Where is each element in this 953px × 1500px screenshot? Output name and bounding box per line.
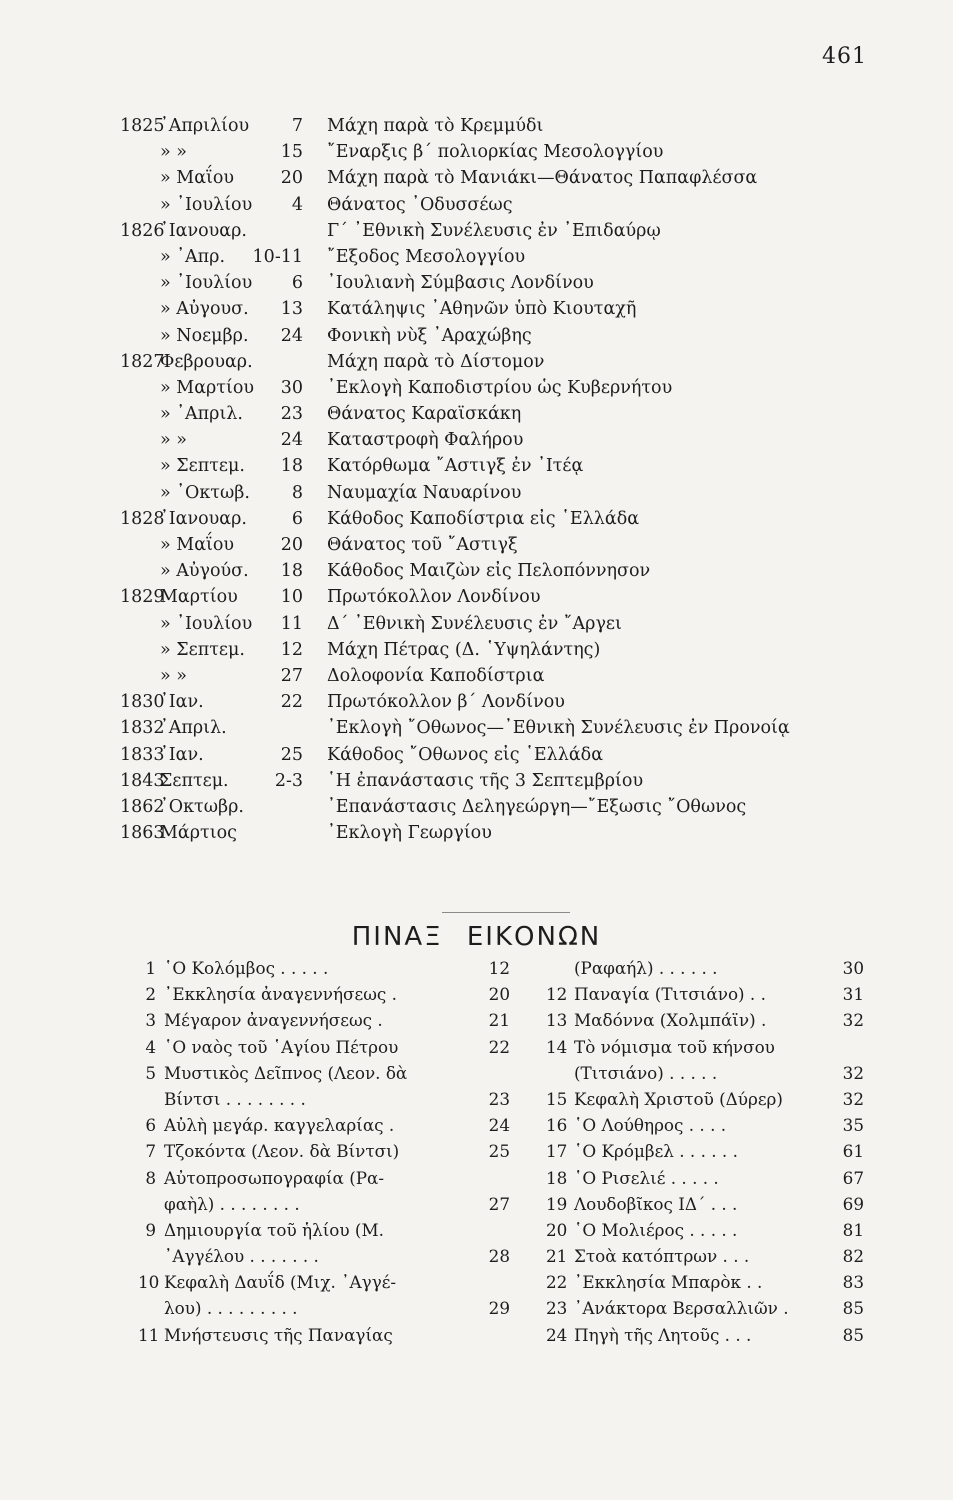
index-entry <box>546 1220 864 1246</box>
chronology-event: ᾿Εκλογὴ Καποδιστρίου ὡς Κυβερνήτου <box>327 377 673 398</box>
index-entry-page: 22 <box>488 1036 510 1057</box>
chronology-event: Θάνατος ᾿Οδυσσέως <box>327 194 513 215</box>
index-entry <box>138 1037 510 1063</box>
chronology-month: ᾿Ιαν. <box>160 692 204 713</box>
chronology-day: 11 <box>280 613 303 634</box>
chronology-year: 1825 <box>120 116 165 136</box>
index-entry <box>138 1325 510 1351</box>
index-entry-page: 81 <box>842 1219 864 1240</box>
index-entry-page: 31 <box>842 984 864 1005</box>
chronology-month: ᾿Οκτωβρ. <box>160 796 244 817</box>
index-entry-title: Παναγία (Τιτσιάνο) . . <box>574 984 766 1005</box>
chronology-month: Μαρτίου <box>160 587 238 608</box>
chronology-month: » » <box>160 430 187 451</box>
index-entry-number: 12 <box>546 984 568 1005</box>
index-entry-page: 27 <box>488 1193 510 1214</box>
chronology-row <box>0 561 953 587</box>
chronology-day: 20 <box>280 168 303 189</box>
index-entry <box>546 1246 864 1272</box>
chronology-year: 1863 <box>120 823 165 844</box>
chronology-row <box>0 823 953 849</box>
chronology-list <box>0 116 953 849</box>
index-entry-title: ῾Ο Λούθηρος . . . . <box>574 1115 727 1136</box>
index-entry-page: 32 <box>842 1010 864 1031</box>
chronology-row <box>0 666 953 692</box>
index-entry <box>546 1272 864 1298</box>
chronology-day: 24 <box>280 325 303 346</box>
chronology-row <box>0 273 953 299</box>
chronology-day: 4 <box>291 194 303 215</box>
index-entry-title: Μέγαρον ἀναγεννήσεως . <box>164 1010 383 1031</box>
index-entry-number: 9 <box>145 1219 156 1240</box>
chronology-event: Μάχη παρὰ τὸ Μανιάκι—Θάνατος Παπαφλέσσα <box>327 168 758 189</box>
chronology-event: ᾿Εκλογὴ ῎Οθωνος—᾿Εθνικὴ Συνέλευσις ἐν Προνοίᾳ <box>327 718 790 739</box>
chronology-event: ῎Εξοδος Μεσολογγίου <box>327 246 526 267</box>
chronology-day: 22 <box>280 692 303 713</box>
index-entry <box>546 1010 864 1036</box>
chronology-row <box>0 247 953 273</box>
chronology-year: 1829 <box>120 587 165 608</box>
index-entry-number: 10 <box>138 1272 160 1293</box>
index-entry-page: 32 <box>842 1088 864 1109</box>
index-entry-page: 30 <box>842 958 864 978</box>
index-entry-page: 67 <box>842 1167 864 1188</box>
index-entry-number: 5 <box>145 1062 156 1083</box>
index-entry <box>138 1194 510 1220</box>
index-entry-title: ᾿Εκκλησία Μπαρὸκ . . <box>574 1272 763 1293</box>
chronology-day: 27 <box>280 665 303 686</box>
index-entry <box>546 1037 864 1063</box>
chronology-row <box>0 640 953 666</box>
index-entry <box>546 1089 864 1115</box>
index-entry <box>138 958 510 984</box>
index-entry <box>138 1272 510 1298</box>
chronology-day: 15 <box>280 142 303 163</box>
index-entry-number: 1 <box>145 958 156 978</box>
chronology-year: 1826 <box>120 220 165 241</box>
index-entry <box>138 984 510 1010</box>
index-entry-title: Στοὰ κατόπτρων . . . <box>574 1246 750 1267</box>
chronology-row <box>0 509 953 535</box>
index-entry-number: 21 <box>546 1246 568 1267</box>
chronology-row <box>0 195 953 221</box>
chronology-event: Θάνατος τοῦ ῎Αστιγξ <box>327 535 518 555</box>
chronology-month: » » <box>160 665 187 686</box>
chronology-day: 10-11 <box>252 246 303 267</box>
index-column-right <box>546 958 864 1351</box>
chronology-event: Μάχη Πέτρας (Δ. ῾Υψηλάντης) <box>327 639 601 660</box>
divider <box>442 912 570 913</box>
chronology-event: Δολοφονία Καποδίστρια <box>327 665 545 686</box>
chronology-day: 18 <box>280 456 303 477</box>
chronology-row <box>0 797 953 823</box>
index-entry <box>546 1141 864 1167</box>
chronology-year: 1827 <box>120 351 165 372</box>
chronology-row <box>0 745 953 771</box>
chronology-day: 7 <box>291 116 303 136</box>
index-entry-page: 28 <box>488 1246 510 1267</box>
chronology-month: » ᾿Απριλ. <box>160 404 243 425</box>
chronology-event: Γ΄ ᾿Εθνικὴ Συνέλευσις ἐν ᾿Επιδαύρῳ <box>327 220 661 241</box>
index-entry-number: 22 <box>546 1272 568 1293</box>
index-entry <box>546 1063 864 1089</box>
chronology-row <box>0 221 953 247</box>
chronology-row <box>0 718 953 744</box>
index-entry-title: ῾Ο Ρισελιέ . . . . . <box>574 1167 719 1188</box>
chronology-event: Κάθοδος Καποδίστρια εἰς ῾Ελλάδα <box>327 508 640 529</box>
chronology-month: ᾿Απριλίου <box>160 116 250 136</box>
chronology-month: » Αὐγουσ. <box>160 299 249 320</box>
index-entry-title: ᾿Εκκλησία ἀναγεννήσεως . <box>164 984 397 1005</box>
index-entry-page: 25 <box>488 1141 510 1162</box>
index-entry-title: (Τιτσιάνο) . . . . . <box>574 1062 718 1083</box>
chronology-event: Θάνατος Καραϊσκάκη <box>327 404 522 425</box>
chronology-day: 20 <box>280 535 303 555</box>
chronology-event: ῎Εναρξις β΄ πολιορκίας Μεσολογγίου <box>327 142 664 163</box>
chronology-day: 2-3 <box>274 770 303 791</box>
index-entry-title: Μυστικὸς Δεῖπνος (Λεον. δὰ <box>164 1062 408 1083</box>
chronology-month: ᾿Ιανουαρ. <box>160 220 247 241</box>
index-title: ΠΙΝΑΞ ΕΙΚΟΝΩΝ <box>351 922 602 952</box>
chronology-day: 8 <box>291 482 303 503</box>
chronology-month: » ᾿Ιουλίου <box>160 613 253 634</box>
chronology-event: Κάθοδος ῎Οθωνος εἰς ῾Ελλάδα <box>327 744 604 765</box>
chronology-row <box>0 142 953 168</box>
chronology-month: ᾿Ιανουαρ. <box>160 508 247 529</box>
page-number: 461 <box>822 44 867 69</box>
chronology-day: 13 <box>280 299 303 320</box>
index-entry-title: Δημιουργία τοῦ ἡλίου (Μ. <box>164 1219 384 1240</box>
index-entry-title: Πηγὴ τῆς Λητοῦς . . . <box>574 1324 752 1345</box>
chronology-event: ᾿Εκλογὴ Γεωργίου <box>327 823 492 844</box>
chronology-event: Κατόρθωμα ῎Αστιγξ ἐν ᾿Ιτέᾳ <box>327 456 584 477</box>
chronology-month: » ᾿Ιουλίου <box>160 273 253 294</box>
chronology-day: 18 <box>280 561 303 582</box>
chronology-month: » Αὐγούσ. <box>160 561 249 582</box>
chronology-year: 1843 <box>120 770 165 791</box>
chronology-event: Κάθοδος Μαιζὼν εἰς Πελοπόννησον <box>327 561 651 582</box>
chronology-row <box>0 483 953 509</box>
chronology-day: 10 <box>280 587 303 608</box>
index-entry <box>546 1168 864 1194</box>
chronology-day: 25 <box>280 744 303 765</box>
index-entry-title: Βίντσι . . . . . . . . <box>164 1088 306 1109</box>
index-entry-number: 2 <box>145 984 156 1005</box>
chronology-month: Φεβρουαρ. <box>160 351 253 372</box>
index-entry-title: Κεφαλὴ Δαυΐδ (Μιχ. ᾿Αγγέ- <box>164 1272 397 1293</box>
index-entry-number: 18 <box>546 1167 568 1188</box>
index-entry-page: 21 <box>488 1010 510 1031</box>
chronology-event: ᾿Ιουλιανὴ Σύμβασις Λονδίνου <box>327 273 594 294</box>
chronology-event: Φονικὴ νὺξ ᾿Αραχώβης <box>327 325 532 346</box>
index-entry-page: 61 <box>842 1141 864 1162</box>
chronology-day: 30 <box>280 377 303 398</box>
chronology-row <box>0 535 953 561</box>
chronology-row <box>0 404 953 430</box>
index-entry-title: (Ραφαήλ) . . . . . . <box>574 958 718 978</box>
chronology-row <box>0 299 953 325</box>
index-entry <box>546 1298 864 1324</box>
chronology-row <box>0 430 953 456</box>
index-entry <box>138 1246 510 1272</box>
chronology-month: » Σεπτεμ. <box>160 456 245 477</box>
chronology-row <box>0 326 953 352</box>
chronology-year: 1833 <box>120 744 165 765</box>
chronology-month: » ᾿Απρ. <box>160 246 226 267</box>
index-entry-title: φαὴλ) . . . . . . . . <box>164 1193 300 1214</box>
chronology-month: Μάρτιος <box>160 823 237 844</box>
index-entry-number: 11 <box>138 1324 160 1345</box>
chronology-event: Ναυμαχία Ναυαρίνου <box>327 482 522 503</box>
index-entry-page: 12 <box>488 958 510 978</box>
chronology-event: Δ΄ ᾿Εθνικὴ Συνέλευσις ἐν ῎Αργει <box>327 613 622 634</box>
chronology-event: Καταστροφὴ Φαλήρου <box>327 430 524 451</box>
chronology-row <box>0 614 953 640</box>
chronology-month: » Μαΐου <box>160 535 235 555</box>
index-entry-title: Κεφαλὴ Χριστοῦ (Δύρερ) <box>574 1088 783 1109</box>
index-entry-number: 7 <box>145 1141 156 1162</box>
chronology-row <box>0 456 953 482</box>
index-entry-number: 3 <box>145 1010 156 1031</box>
index-entry-title: Αὐτοπροσωπογραφία (Ρα- <box>164 1167 385 1188</box>
index-entry-page: 69 <box>842 1193 864 1214</box>
index-entry-number: 8 <box>145 1167 156 1188</box>
chronology-day: 12 <box>280 639 303 660</box>
chronology-event: Πρωτόκολλον β΄ Λονδίνου <box>327 692 565 713</box>
chronology-event: Μάχη παρὰ τὸ Δίστομον <box>327 351 545 372</box>
chronology-month: » ᾿Οκτωβ. <box>160 482 250 503</box>
chronology-month: » Μαΐου <box>160 168 235 189</box>
index-entry-number: 19 <box>546 1193 568 1214</box>
chronology-day: 6 <box>291 273 303 294</box>
index-entry-title: ῾Ο ναὸς τοῦ ῾Αγίου Πέτρου <box>164 1036 399 1057</box>
chronology-event: ῾Η ἐπανάστασις τῆς 3 Σεπτεμβρίου <box>327 770 644 791</box>
index-entry-page: 29 <box>488 1298 510 1319</box>
index-entry-number: 16 <box>546 1115 568 1136</box>
index-entry <box>138 1010 510 1036</box>
index-entry <box>546 984 864 1010</box>
index-entry <box>138 1168 510 1194</box>
index-column-left <box>138 958 510 1351</box>
index-entry <box>138 1063 510 1089</box>
index-entry <box>138 1089 510 1115</box>
index-entry-title: ῾Ο Κολόμβος . . . . . <box>164 958 329 978</box>
index-entry-page: 82 <box>842 1246 864 1267</box>
chronology-month: ᾿Ιαν. <box>160 744 204 765</box>
index-entry-page: 23 <box>488 1088 510 1109</box>
chronology-row <box>0 378 953 404</box>
index-entry <box>138 1115 510 1141</box>
index-entry <box>138 1141 510 1167</box>
index-entry-title: ῾Ο Μολιέρος . . . . . <box>574 1219 738 1240</box>
index-entry <box>546 958 864 984</box>
index-entry-title: Μαδόννα (Χολμπάϊν) . <box>574 1010 767 1031</box>
index-entry-number: 17 <box>546 1141 568 1162</box>
index-entry-page: 85 <box>842 1298 864 1319</box>
index-entry-page: 85 <box>842 1324 864 1345</box>
chronology-event: Μάχη παρὰ τὸ Κρεμμύδι <box>327 116 544 136</box>
index-entry-title: Λουδοβῖκος ΙΔ΄ . . . <box>574 1193 738 1214</box>
index-entry-title: Μνήστευσις τῆς Παναγίας <box>164 1324 393 1345</box>
index-entry-number: 15 <box>546 1088 568 1109</box>
index-entry <box>546 1194 864 1220</box>
chronology-event: ᾿Επανάστασις Δεληγεώργη—῎Εξωσις ῎Οθωνος <box>327 796 747 817</box>
index-entry-number: 14 <box>546 1036 568 1057</box>
index-entry-page: 32 <box>842 1062 864 1083</box>
index-entry-page: 35 <box>842 1115 864 1136</box>
chronology-day: 6 <box>291 508 303 529</box>
chronology-day: 24 <box>280 430 303 451</box>
chronology-row <box>0 587 953 613</box>
chronology-month: » » <box>160 142 187 163</box>
chronology-month: » Νοεμβρ. <box>160 325 249 346</box>
index-entry-title: ᾿Αγγέλου . . . . . . . <box>164 1246 319 1267</box>
chronology-row <box>0 771 953 797</box>
index-entry-page: 24 <box>488 1115 510 1136</box>
index-entry-number: 20 <box>546 1219 568 1240</box>
index-entry <box>138 1220 510 1246</box>
chronology-year: 1828 <box>120 508 165 529</box>
index-entry-title: λου) . . . . . . . . . <box>164 1298 298 1319</box>
chronology-month: » ᾿Ιουλίου <box>160 194 253 215</box>
chronology-row <box>0 692 953 718</box>
chronology-row <box>0 116 953 142</box>
chronology-year: 1862 <box>120 796 165 817</box>
index-entry-number: 23 <box>546 1298 568 1319</box>
chronology-month: ᾿Απριλ. <box>160 718 227 739</box>
index-entry-title: ῾Ο Κρόμβελ . . . . . . <box>574 1141 738 1162</box>
index-entry-number: 13 <box>546 1010 568 1031</box>
chronology-row <box>0 352 953 378</box>
index-entry-title: Τζοκόντα (Λεον. δὰ Βίντσι) <box>164 1141 400 1162</box>
chronology-event: Πρωτόκολλον Λονδίνου <box>327 587 541 608</box>
index-entry-number: 24 <box>546 1324 568 1345</box>
index-entry-title: Αὐλὴ μεγάρ. καγγελαρίας . <box>164 1115 395 1136</box>
chronology-row <box>0 168 953 194</box>
chronology-month: Σεπτεμ. <box>160 770 229 791</box>
index-entry-number: 6 <box>145 1115 156 1136</box>
index-entry <box>546 1115 864 1141</box>
index-entry-title: Τὸ νόμισμα τοῦ κήνσου <box>574 1036 775 1057</box>
index-entry-title: ᾿Ανάκτορα Βερσαλλιῶν . <box>574 1298 789 1319</box>
index-entry-page: 83 <box>842 1272 864 1293</box>
chronology-year: 1830 <box>120 692 165 713</box>
chronology-year: 1832 <box>120 718 165 739</box>
index-entry <box>138 1298 510 1324</box>
chronology-day: 23 <box>280 404 303 425</box>
chronology-month: » Σεπτεμ. <box>160 639 245 660</box>
index-entry-number: 4 <box>145 1036 156 1057</box>
chronology-event: Κατάληψις ᾿Αθηνῶν ὑπὸ Κιουταχῆ <box>327 299 637 320</box>
index-entry <box>546 1325 864 1351</box>
index-entry-page: 20 <box>488 984 510 1005</box>
chronology-month: » Μαρτίου <box>160 377 255 398</box>
